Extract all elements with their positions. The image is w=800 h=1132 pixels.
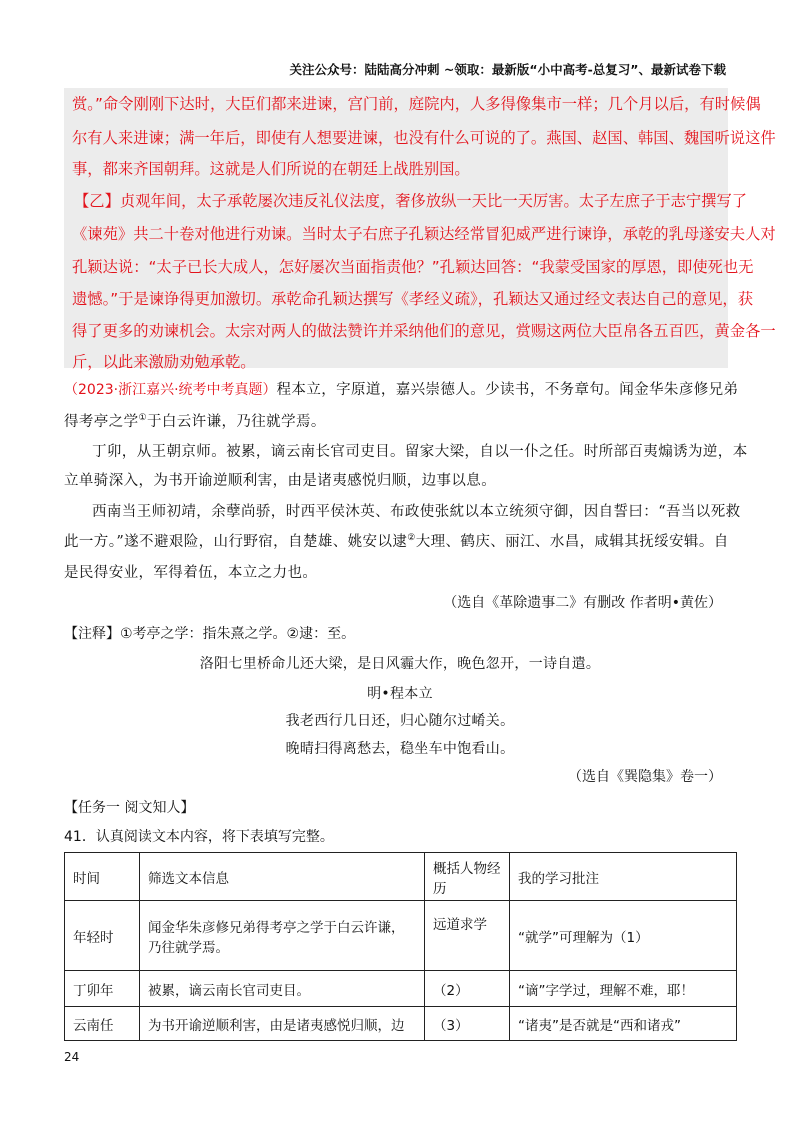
page-number: 24 (64, 1050, 80, 1064)
passage-line: 立单骑深入，为书开谕逆顺利害，由是诸夷感悦归顺，边事以息。 (64, 473, 497, 489)
table-row (65, 1007, 737, 1041)
footnote-mark: ② (407, 533, 416, 544)
answer-table (64, 852, 737, 1041)
translation-line: 【乙】贞观年间，太子承乾屡次违反礼仪法度，奢侈放纵一天比一天厉害。太子左庶子于志宁撰写了 (74, 192, 748, 210)
table-header-cell: 筛选文本信息 (140, 853, 425, 901)
translation-line: 孔颖达说：“太子已长大成人，怎好屡次当面指责他？”孔颖达回答：“我蒙受国家的厚恩，即使死也无 (72, 258, 754, 276)
table-header-row (65, 853, 737, 901)
answer-blank-1[interactable]: “就学”可理解为（1） (510, 901, 737, 971)
passage-text: 此一方。”遂不避艰险，山行野宿，自楚雄、姚安以逮 (64, 534, 408, 550)
table-row (65, 901, 737, 971)
table-row (65, 971, 737, 1007)
table-header-cell: 我的学习批注 (510, 853, 737, 901)
poem-source: （选自《巽隐集》卷一） (568, 769, 722, 785)
translation-line: 斤，以此来激励劝勉承乾。 (72, 353, 256, 371)
header-note: 关注公众号：陆陆高分冲刺 ~领取：最新版“小中高考-总复习”、最新试卷下载 (289, 62, 726, 77)
poem-line: 我老西行几日还，归心随尔过崤关。 (285, 713, 515, 729)
answer-blank-2[interactable]: （2） (425, 971, 510, 1007)
passage-line: 西南当王师初靖，余孽尚骄，时西平侯沐英、布政使张紞以本立统须守御，因自誓曰：“吾当以死救 (92, 504, 741, 520)
translation-line: 得了更多的劝谏机会。太宗对两人的做法赞许并采纳他们的意见，赏赐这两位大臣帛各五百匹，黄金各一 (72, 322, 776, 340)
source-tag: （2023·浙江嘉兴·统考中考真题） (64, 382, 277, 398)
table-header-cell: 概括人物经历 (425, 853, 510, 901)
passage-text: 程本立，字原道，嘉兴崇德人。少读书，不务章句。闻金华朱彦修兄弟 (276, 382, 739, 398)
translation-line: 遗憾。”于是谏诤得更加激切。承乾命孔颖达撰写《孝经义疏》，孔颖达又通过经文表达自己的意见，获 (72, 290, 753, 308)
translation-block (64, 88, 776, 371)
table-cell: 闻金华朱彦修兄弟得考亭之学于白云许谦，乃往就学焉。 (140, 901, 425, 971)
passage-line: 是民得安业，军得着伍，本立之力也。 (64, 565, 318, 581)
translation-line: 赏。”命令刚刚下达时，大臣们都来进谏，宫门前，庭院内，人多得像集市一样；几个月以后，有时候偶 (72, 95, 761, 113)
passage-text: 大理、鹤庆、丽江、水昌，咸辑其抚绥安辑。自 (415, 534, 729, 550)
table-cell: “谪”字学过，理解不难，耶！ (510, 971, 737, 1007)
passage-line (64, 530, 729, 551)
translation-line: 《谏苑》共二十卷对他进行劝谏。当时太子右庶子孔颖达经常冒犯威严进行谏诤，承乾的乳母遂安夫人对 (72, 225, 776, 243)
table-cell: 云南任 (65, 1007, 140, 1041)
passage-line (64, 410, 326, 431)
table-cell: “诸夷”是否就是“西和诸戎” (510, 1007, 737, 1041)
passage-line (64, 378, 738, 399)
table-cell: 为书开谕逆顺利害，由是诸夷感悦归顺，边 (140, 1007, 425, 1041)
passage-text: 于白云许谦，乃往就学焉。 (146, 414, 326, 430)
annotation-note: 【注释】①考亭之学：指朱熹之学。②逮：至。 (64, 626, 356, 642)
table-cell: 远道求学 (425, 901, 510, 971)
table-cell: 被累，谪云南长官司吏目。 (140, 971, 425, 1007)
task-heading: 【任务一 阅文知人】 (64, 800, 195, 816)
table-cell: 丁卯年 (65, 971, 140, 1007)
translation-line: 事，都来齐国朝拜。这就是人们所说的在朝廷上战胜别国。 (72, 160, 470, 178)
poem-author: 明•程本立 (367, 686, 433, 702)
question-text: 41．认真阅读文本内容，将下表填写完整。 (64, 829, 334, 845)
table-cell: 年轻时 (65, 901, 140, 971)
footnote-mark: ① (138, 413, 147, 424)
table-header-cell: 时间 (65, 853, 140, 901)
poem-intro: 洛阳七里桥命儿还大梁，是日风霾大作，晚色忽开，一诗自遣。 (199, 656, 601, 672)
poem-line: 晚晴扫得离愁去，稳坐车中饱看山。 (285, 741, 515, 757)
passage-text: 得考亭之学 (64, 414, 139, 430)
answer-blank-3[interactable]: （3） (425, 1007, 510, 1041)
translation-line: 尔有人来进谏；满一年后，即使有人想要进谏，也没有什么可说的了。燕国、赵国、韩国、魏国听说这件 (72, 129, 776, 147)
passage-source: （选自《革除遗事二》有删改 作者明•黄佐） (443, 595, 722, 611)
passage-line: 丁卯，从王朝京师。被累，谪云南长官司吏目。留家大梁，自以一仆之任。时所部百夷煽诱为逆，本 (92, 444, 748, 460)
